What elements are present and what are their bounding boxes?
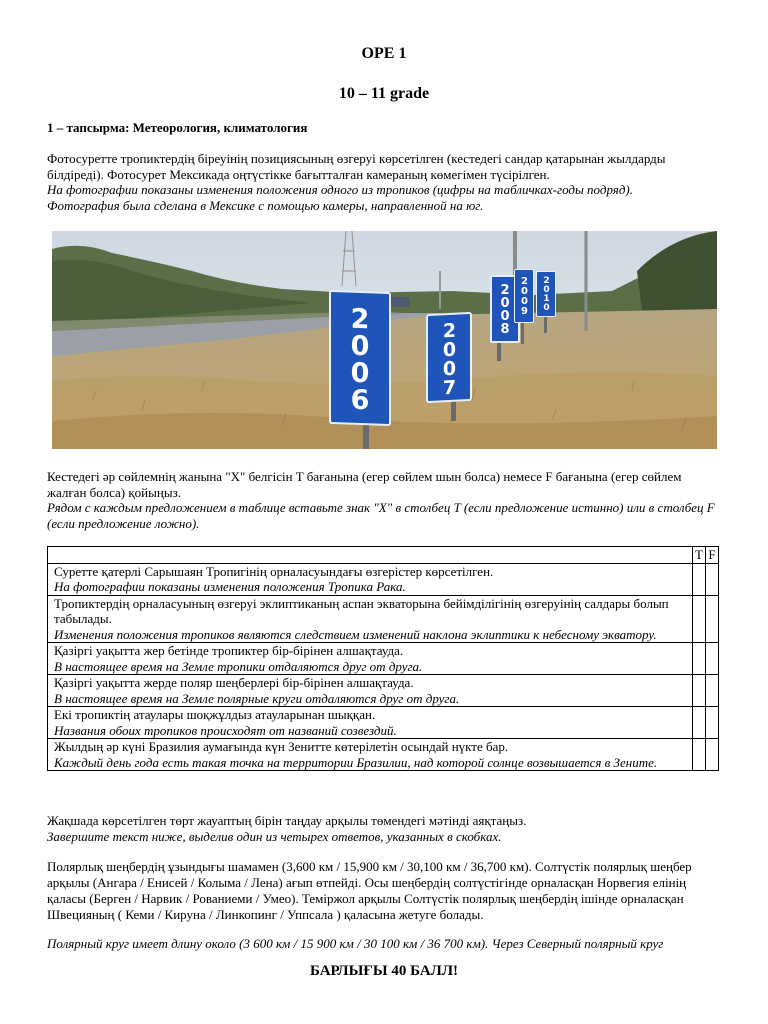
- sign-2009: 2009: [514, 269, 534, 323]
- answer-cell-t[interactable]: [693, 707, 706, 739]
- sign-2007: 2007: [426, 312, 472, 403]
- task-heading: 1 – тапсырма: Метеорология, климатология: [47, 120, 308, 135]
- true-false-table: [47, 546, 719, 771]
- answer-cell-t[interactable]: [693, 563, 706, 595]
- table-row: Жылдың әр күні Бразилия аумағында күн Зенитте көтерілетін осындай нүкте бар. Каждый день года есть такая точка на территории Бразилии, над которой солнце возвышается в Зените.: [48, 739, 719, 771]
- answer-cell-f[interactable]: [706, 563, 719, 595]
- answer-cell-t[interactable]: [693, 643, 706, 675]
- page-title: ОРЕ 1: [361, 45, 407, 62]
- sign-2010: 2010: [536, 271, 556, 317]
- sign-2006: 2006: [329, 290, 391, 426]
- table-header-row: [48, 547, 719, 564]
- answer-cell-t[interactable]: [693, 675, 706, 707]
- column-f-header: F: [706, 547, 719, 564]
- grade-label: 10 – 11 grade: [338, 85, 430, 102]
- passage-ru: Полярный круг имеет длину около (3 600 км / 15 900 км / 30 100 км / 36 700 км). Через Северный полярный круг: [47, 936, 664, 951]
- instructions-kz: Кестедегі әр сөйлемнің жанына "X" белгісін T бағанына (егер сөйлем шын болса) немесе F бағанына (егер сөйлем жалған болса) қойыңыз.: [47, 469, 682, 500]
- total-score: БАРЛЫҒЫ 40 БАЛЛ!: [309, 963, 459, 979]
- intro-kz: Фотосуретте тропиктердің біреуінің позициясының өзгеруі көрсетілген (кестедегі сандар қатарынан жылдарды білдіреді). Фотосурет Мексикада оңтүстікке бағытталған камераның көмегімен түсірілген.: [47, 151, 666, 182]
- answer-cell-f[interactable]: [706, 739, 719, 771]
- tropic-markers-photo: [52, 231, 717, 449]
- completion-kz: Жақшада көрсетілген төрт жауаптың бірін таңдау арқылы төмендегі мәтінді аяқтаңыз.: [47, 813, 527, 828]
- intro-ru-1: На фотографии показаны изменения положения одного из тропиков (цифры на табличках-годы подряд).: [47, 182, 633, 197]
- column-t-header: T: [693, 547, 706, 564]
- passage-kz: Полярлық шеңбердің ұзындығы шамамен (3,600 км / 15,900 км / 30,100 км / 36,700 км). Солтүстік полярлық шеңбер арқылы (Ангара / Енисей / Колыма / Лена) ағып өтпейді. Осы шеңбердің солтүстігінде орналасқан Норвегия елінің қаласы (Берген / Нарвик / Рованиеми / Умео). Теміржол арқылы Солтүстік полярлық шеңбердің ішінде орналасқан Швецияның ( Кеми / Кируна / Линкопинг / Уппсала ) қаласына жетуге болады.: [47, 859, 692, 922]
- sign-2008: 2008: [490, 275, 520, 343]
- answer-cell-f[interactable]: [706, 707, 719, 739]
- table-row: Қазіргі уақытта жерде поляр шеңберлері бір-бірінен алшақтауда. В настоящее время на Земле полярные круги отдаляются друг от друга.: [48, 675, 719, 707]
- table-row: Екі тропиктің атаулары шоқжұлдыз атауларынан шыққан. Названия обоих тропиков происходят от названий созвездий.: [48, 707, 719, 739]
- answer-cell-t[interactable]: [693, 595, 706, 643]
- table-row: Суретте қатерлі Сарышаян Тропигінің орналасуындағы өзгерістер көрсетілген. На фотографии показаны изменения положения Тропика Рака.: [48, 563, 719, 595]
- instructions-ru: Рядом с каждым предложением в таблице вставьте знак "X" в столбец T (если предложение истинно) или в столбец F (если предложение ложно).: [47, 500, 715, 531]
- completion-ru: Завершите текст ниже, выделив один из четырех ответов, указанных в скобках.: [47, 829, 502, 844]
- table-row: Қазіргі уақытта жер бетінде тропиктер бір-бірінен алшақтауда. В настоящее время на Земле тропики отдаляются друг от друга.: [48, 643, 719, 675]
- table-row: Тропиктердің орналасуының өзгеруі эклиптиканың аспан экваторына бейімділігінің өзгеруінің салдары болып табылады. Изменения положения тропиков являются следствием изменений наклона эклиптики к небесному экватору.: [48, 595, 719, 643]
- answer-cell-f[interactable]: [706, 595, 719, 643]
- answer-cell-t[interactable]: [693, 739, 706, 771]
- answer-cell-f[interactable]: [706, 675, 719, 707]
- answer-cell-f[interactable]: [706, 643, 719, 675]
- intro-ru-2: Фотография была сделана в Мексике с помощью камеры, направленной на юг.: [47, 198, 484, 213]
